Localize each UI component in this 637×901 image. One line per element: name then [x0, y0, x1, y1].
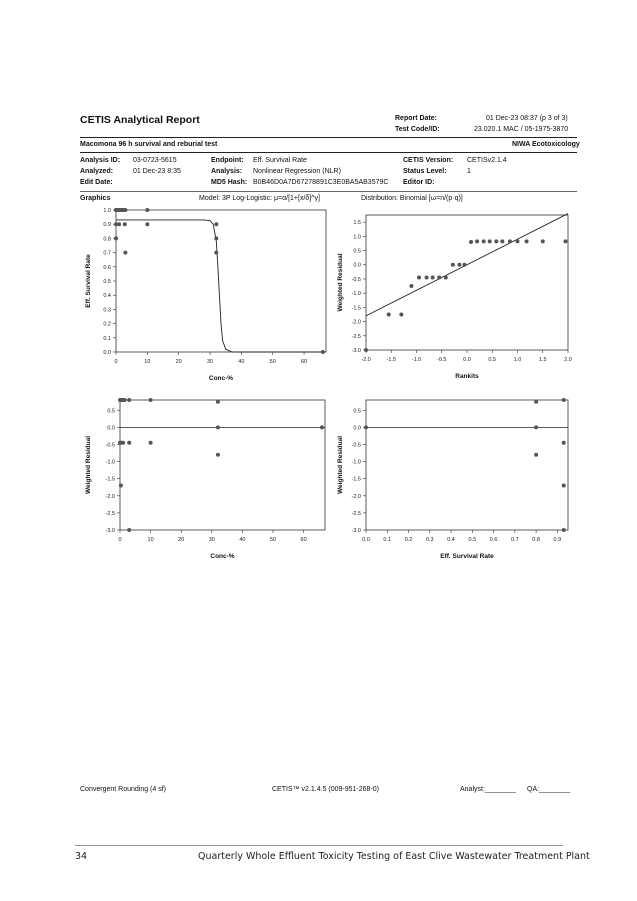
data-point: [525, 239, 529, 243]
data-point: [149, 398, 153, 402]
test-code: 23.020.1 MAC / 05-1975-3870: [474, 126, 569, 133]
y-tick-label: 1.0: [353, 234, 361, 241]
data-point: [321, 350, 325, 354]
x-tick-label: 0.4: [447, 537, 455, 543]
x-tick-label: 0.3: [425, 537, 434, 543]
x-tick-label: 60: [300, 537, 307, 543]
status-label: Status Level:: [403, 168, 447, 175]
data-point: [437, 276, 441, 280]
x-tick-label: 0.8: [532, 537, 540, 543]
data-point: [214, 222, 218, 226]
x-tick-label: 0.1: [383, 537, 392, 543]
y-tick-label: -2.0: [351, 319, 361, 326]
page-number: 34: [75, 851, 88, 862]
analysis-id: 03-0723-5615: [133, 157, 177, 164]
data-point: [457, 263, 461, 267]
data-point: [494, 239, 498, 243]
data-point: [127, 398, 131, 402]
data-point: [149, 441, 153, 445]
plot-frame: [366, 215, 568, 350]
plot-frame: [116, 210, 326, 352]
analyzed: 01 Dec-23 8:35: [133, 168, 181, 175]
y-tick-label: -1.5: [351, 305, 361, 312]
x-tick-label: 10: [147, 537, 154, 543]
test-name: Macomona 96 h survival and reburial test: [80, 141, 218, 148]
x-tick-label: 0.0: [463, 357, 471, 363]
y-tick-label: 0.5: [103, 279, 111, 285]
y-tick-label: -1.0: [105, 459, 115, 466]
y-tick-label: 0.0: [353, 425, 361, 432]
plot-frame: [366, 400, 568, 530]
data-point: [123, 208, 127, 212]
data-point: [145, 222, 149, 226]
data-point: [562, 398, 566, 402]
fit-curve: [116, 220, 323, 352]
survival-rate-chart: [80, 205, 330, 390]
y-tick-label: 1.5: [353, 220, 361, 227]
data-point: [444, 276, 448, 280]
data-point: [216, 400, 220, 404]
y-tick-label: 1.0: [103, 208, 111, 214]
y-axis-label: Eff. Survival Rate: [85, 254, 92, 308]
data-point: [534, 400, 538, 404]
y-tick-label: 0.8: [103, 236, 111, 243]
data-point: [409, 284, 413, 288]
y-tick-label: 0.5: [353, 408, 361, 415]
data-point: [123, 251, 127, 255]
data-point: [123, 398, 127, 402]
x-axis-label: Rankits: [455, 373, 479, 380]
endpoint: Eff. Survival Rate: [253, 157, 307, 164]
x-tick-label: 0.0: [362, 537, 370, 543]
data-point: [488, 239, 492, 243]
analysis: Nonlinear Regression (NLR): [253, 168, 341, 175]
x-tick-label: 1.0: [513, 357, 522, 363]
y-tick-label: -2.0: [105, 493, 115, 500]
rate-residual-chart: [332, 390, 580, 570]
x-tick-label: 40: [239, 537, 246, 543]
data-point: [417, 276, 421, 280]
y-tick-label: -3.0: [351, 528, 361, 534]
y-tick-label: -3.0: [105, 528, 115, 534]
data-point: [364, 425, 368, 429]
md5-label: MD5 Hash:: [211, 179, 248, 186]
data-point: [216, 425, 220, 429]
x-tick-label: 50: [269, 537, 277, 543]
conc-residual-chart: [80, 390, 330, 570]
y-tick-label: 0.4: [103, 293, 111, 300]
y-tick-label: -0.5: [351, 276, 361, 283]
data-point: [451, 263, 455, 267]
x-tick-label: 50: [269, 359, 276, 365]
x-tick-label: 0.2: [404, 537, 413, 543]
data-point: [431, 276, 435, 280]
version-label: CETIS Version:: [403, 157, 454, 164]
data-point: [117, 222, 121, 226]
data-point: [500, 239, 504, 243]
data-point: [482, 239, 486, 243]
data-point: [214, 251, 218, 255]
x-tick-label: 40: [238, 359, 245, 365]
x-tick-label: 2.0: [564, 357, 572, 363]
y-tick-label: 0.0: [103, 350, 111, 356]
data-point: [114, 236, 118, 240]
md5-hash: B0B46D0A7D67278891C3E0BA5AB3579C: [253, 179, 389, 186]
analyzed-label: Analyzed:: [80, 168, 114, 175]
x-tick-label: 0.5: [468, 537, 477, 543]
y-tick-label: 0.5: [107, 408, 115, 415]
data-point: [469, 240, 473, 244]
endpoint-label: Endpoint:: [211, 157, 244, 164]
data-point: [562, 441, 566, 445]
test-code-label: Test Code/ID:: [395, 126, 440, 133]
data-point: [534, 425, 538, 429]
qa-signature: QA:________: [527, 786, 571, 793]
y-tick-label: -0.5: [105, 442, 115, 449]
x-tick-label: 30: [206, 359, 214, 365]
report-title: CETIS Analytical Report: [80, 114, 200, 126]
editor-label: Editor ID:: [403, 179, 435, 186]
document-title: Quarterly Whole Effluent Toxicity Testing of East Clive Wastewater Treatment Plant: [198, 851, 590, 862]
x-tick-label: 30: [208, 537, 215, 543]
y-axis-label: Weighted Residual: [85, 435, 92, 495]
x-tick-label: 0.7: [511, 537, 519, 543]
y-tick-label: 0.7: [103, 250, 111, 257]
version: CETISv2.1.4: [467, 157, 507, 164]
x-axis-label: Conc-%: [210, 553, 235, 560]
y-tick-label: -1.0: [351, 459, 361, 466]
data-point: [534, 453, 538, 457]
report-date: 01 Dec-23 08:37 (p 3 of 3): [486, 115, 568, 122]
data-point: [562, 528, 566, 532]
data-point: [364, 348, 368, 352]
data-point: [425, 276, 429, 280]
analysis-id-label: Analysis ID:: [80, 157, 121, 164]
y-tick-label: -1.5: [351, 476, 361, 483]
data-point: [563, 239, 567, 243]
y-tick-label: 0.0: [107, 425, 115, 432]
x-tick-label: 10: [144, 359, 151, 365]
y-tick-label: -0.5: [351, 442, 361, 449]
y-tick-label: -2.0: [351, 493, 361, 500]
data-point: [123, 222, 127, 226]
y-axis-label: Weighted Residual: [337, 435, 344, 495]
cetis-version-note: CETIS™ v2.1.4.5 (009-951-268-0): [272, 786, 379, 793]
fit-line: [366, 214, 568, 316]
x-tick-label: 1.5: [538, 357, 547, 363]
x-tick-label: 0: [118, 537, 122, 543]
y-tick-label: 0.3: [103, 307, 111, 314]
edit-date-label: Edit Date:: [80, 179, 113, 186]
data-point: [516, 239, 520, 243]
y-tick-label: -1.5: [105, 476, 115, 483]
y-tick-label: 0.2: [103, 321, 111, 328]
data-point: [216, 453, 220, 457]
y-tick-label: 0.6: [103, 264, 111, 271]
analysis-label: Analysis:: [211, 168, 243, 175]
x-tick-label: 20: [175, 359, 182, 365]
rounding-note: Convergent Rounding (4 sf): [80, 786, 166, 793]
x-tick-label: 60: [300, 359, 308, 365]
lab-name: NIWA Ecotoxicology: [512, 141, 580, 148]
y-axis-label: Weighted Residual: [337, 253, 344, 312]
y-tick-label: -2.5: [351, 333, 361, 340]
data-point: [541, 239, 545, 243]
data-point: [145, 208, 149, 212]
data-point: [387, 312, 391, 316]
y-tick-label: -2.5: [105, 510, 115, 517]
y-tick-label: -2.5: [351, 510, 361, 517]
y-tick-label: -1.0: [351, 291, 361, 298]
x-tick-label: -1.5: [386, 357, 396, 363]
x-axis-label: Eff. Survival Rate: [440, 553, 494, 560]
data-point: [399, 312, 403, 316]
plot-frame: [120, 400, 325, 530]
data-point: [562, 484, 566, 488]
rankits-residual-chart: [332, 205, 580, 390]
x-tick-label: -0.5: [437, 357, 447, 363]
x-tick-label: 0: [114, 359, 118, 365]
y-tick-label: 0.9: [103, 222, 111, 229]
data-point: [475, 239, 479, 243]
data-point: [214, 236, 218, 240]
x-axis-label: Conc-%: [208, 375, 234, 382]
x-tick-label: 0.9: [553, 537, 562, 543]
x-tick-label: 20: [178, 537, 185, 543]
data-point: [127, 441, 131, 445]
y-tick-label: -3.0: [351, 348, 361, 354]
y-tick-label: 0.1: [103, 335, 111, 342]
model-text: Model: 3P Log-Logistic: μ=α/[1+[x/δ]^γ]: [199, 195, 320, 202]
status: 1: [467, 168, 471, 175]
data-point: [462, 263, 466, 267]
data-point: [508, 239, 512, 243]
y-tick-label: 0.5: [353, 248, 361, 255]
report-date-label: Report Date:: [395, 115, 438, 122]
graphics-label: Graphics: [80, 195, 111, 202]
distribution-text: Distribution: Binomial [ω=n/(p·q)]: [361, 195, 463, 202]
x-tick-label: 0.6: [489, 537, 498, 543]
x-tick-label: 0.5: [488, 357, 497, 363]
data-point: [320, 425, 324, 429]
y-tick-label: 0.0: [353, 262, 361, 269]
analyst-signature: Analyst:________: [460, 786, 517, 793]
x-tick-label: -2.0: [361, 357, 371, 363]
data-point: [121, 441, 125, 445]
x-tick-label: -1.0: [411, 357, 422, 363]
data-point: [127, 528, 131, 532]
data-point: [119, 484, 123, 488]
